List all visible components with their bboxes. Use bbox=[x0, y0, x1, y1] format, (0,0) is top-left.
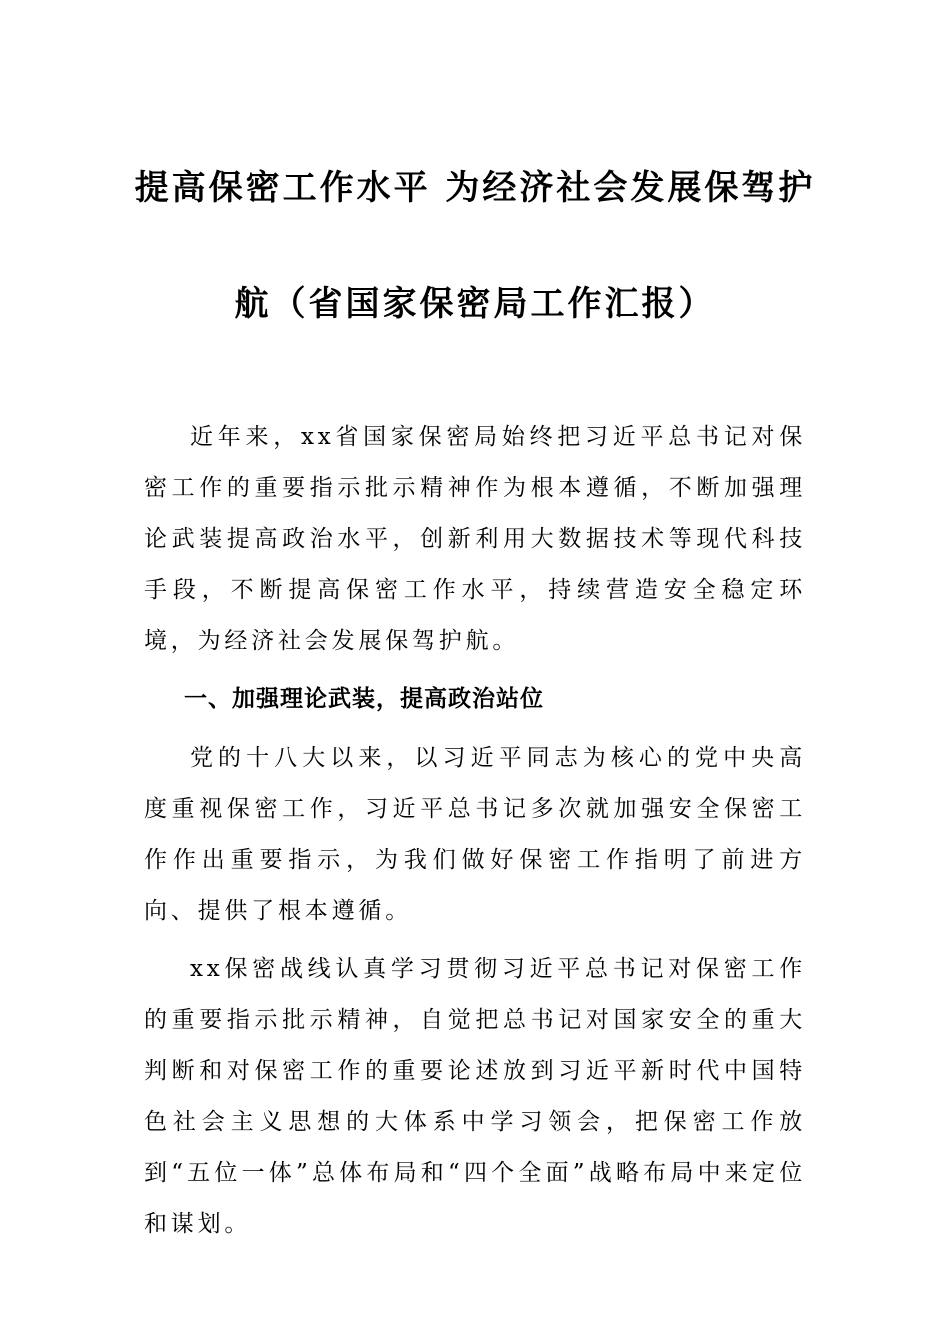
document-title-line-2: 航（省国家保密局工作汇报） bbox=[234, 284, 716, 324]
section-paragraph-1: 党的十八大以来，以习近平同志为核心的党中央高度重视保密工作，习近平总书记多次就加强安全保密工作作出重要指示，为我们做好保密工作指明了前进方向、提供了根本遵循。 bbox=[144, 745, 806, 924]
section-paragraph-2: xx保密战线认真学习贯彻习近平总书记对保密工作的重要指示批示精神，自觉把总书记对国家安全的重大判断和对保密工作的重要论述放到习近平新时代中国特色社会主义思想的大体系中学习领会，把保密工作放到“五位一体”总体布局和“四个全面”战略布局中来定位和谋划。 bbox=[144, 956, 806, 1237]
document-body bbox=[144, 412, 806, 1257]
section-heading: 一、加强理论武装，提高政治站位 bbox=[184, 686, 544, 712]
intro-paragraph: 近年来，xx省国家保密局始终把习近平总书记对保密工作的重要指示批示精神作为根本遵循，不断加强理论武装提高政治水平，创新利用大数据技术等现代科技手段，不断提高保密工作水平，持续营造安全稳定环境，为经济社会发展保驾护航。 bbox=[144, 424, 806, 654]
document-title-line-1: 提高保密工作水平 为经济社会发展保驾护 bbox=[134, 168, 816, 208]
